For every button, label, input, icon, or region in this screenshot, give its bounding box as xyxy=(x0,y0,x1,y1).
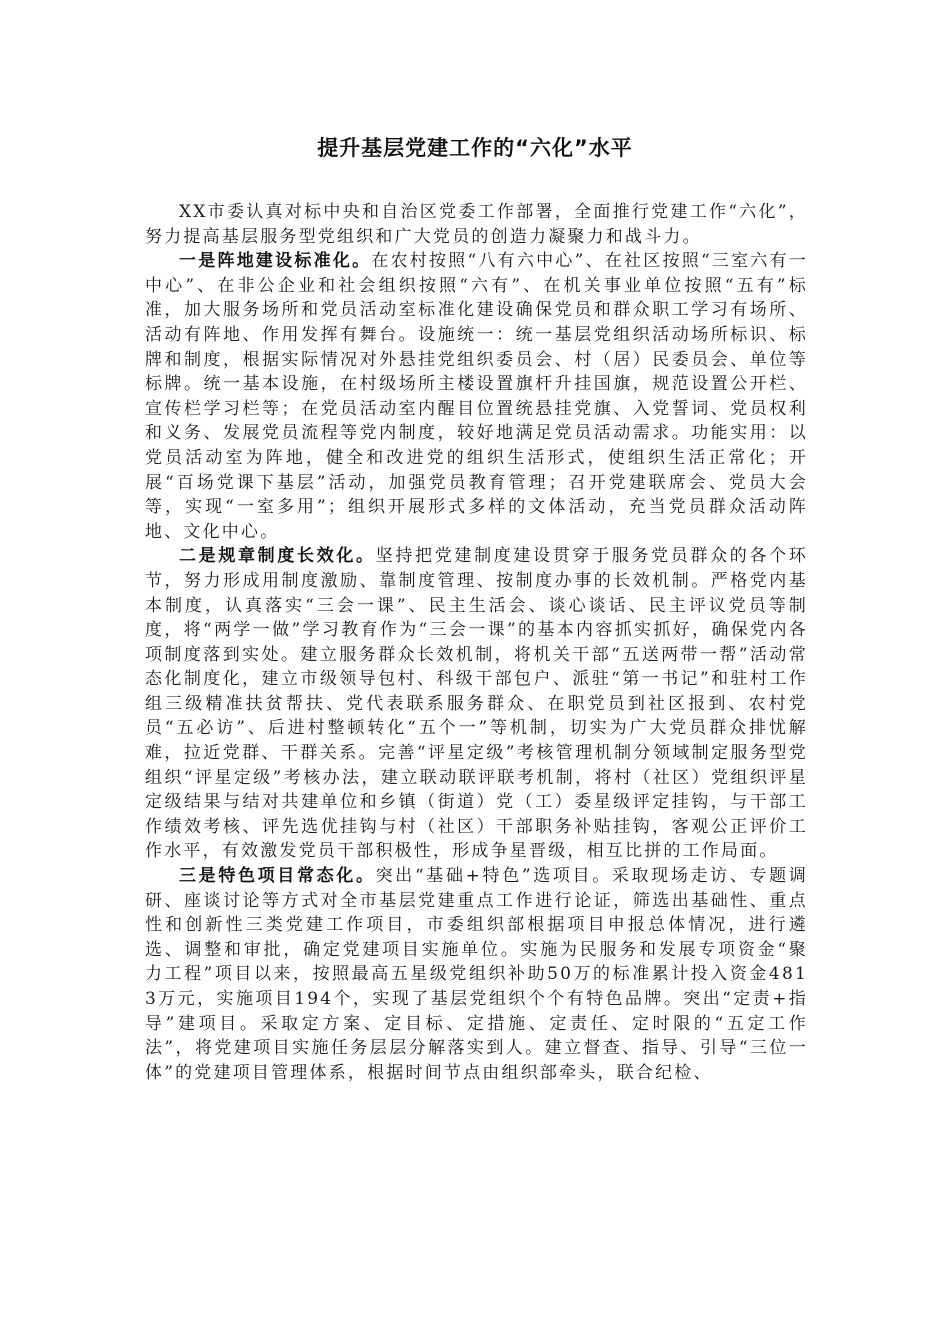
document-title: 提升基层党建工作的“六化”水平 xyxy=(317,136,633,160)
intro-paragraph xyxy=(145,200,808,249)
section-paragraph-2 xyxy=(145,544,808,864)
section-paragraph-1 xyxy=(145,249,808,544)
paragraph-text: 在农村按照“八有六中心”、在社区按照“三室六有一中心”、在非公企业和社会组织按照“六有”、在机关事业单位按照“五有”标准，加大服务场所和党员活动室标准化建设确保党员和群众职工学习有场所、活动有阵地、作用发挥有舞台。设施统一：统一基层党组织活动场所标识、标牌和制度，根据实际情况对外悬挂党组织委员会、村（居）民委员会、单位等标牌。统一基本设施，在村级场所主楼设置旗杆升挂国旗，规范设置公开栏、宣传栏学习栏等；在党员活动室内醒目位置统悬挂党旗、入党誓词、党员权利和义务、发展党员流程等党内制度，较好地满足党员活动需求。功能实用：以党员活动室为阵地，健全和改进党的组织生活形式，使组织生活正常化；开展“百场党课下基层”活动，加强党员教育管理；召开党建联席会、党员大会等，实现“一室多用”；组织开展形式多样的文体活动，充当党员群众活动阵地、文化中心。 xyxy=(145,251,808,542)
section-heading: 一是阵地建设标准化。 xyxy=(179,251,372,272)
paragraph-text: 突出“基础+特色”选项目。采取现场走访、专题调研、座谈讨论等方式对全市基层党建重点工作进行论证，筛选出基础性、重点性和创新性三类党建工作项目，市委组织部根据项目申报总体情况，进行遴选、调整和审批，确定党建项目实施单位。实施为民服务和发展专项资金“聚力工程”项目以来，按照最高五星级党组织补助50万的标准累计投入资金4813万元，实施项目194个，实现了基层党组织个个有特色品牌。突出“定责+指导”建项目。采取定方案、定目标、定措施、定责任、定时限的“五定工作法”，将党建项目实施任务层层分解落实到人。建立督查、指导、引导“三位一体”的党建项目管理体系，根据时间节点由组织部牵头，联合纪检、 xyxy=(145,866,809,1083)
document-body xyxy=(145,200,808,1085)
paragraph-text: 坚持把党建制度建设贯穿于服务党员群众的各个环节，努力形成用制度激励、靠制度管理、按制度办事的长效机制。严格党内基本制度，认真落实“三会一课”、民主生活会、谈心谈话、民主评议党员等制度，将“两学一做”学习教育作为“三会一课”的基本内容抓实抓好，确保党内各项制度落到实处。建立服务群众长效机制，将机关干部“五送两带一帮”活动常态化制度化，建立市级领导包村、科级干部包户、派驻“第一书记”和驻村工作组三级精准扶贫帮扶、党代表联系服务群众、在职党员到社区报到、农村党员“五必访”、后进村整顿转化“五个一”等机制，切实为广大党员群众排忧解难，拉近党群、干群关系。完善“评星定级”考核管理机制分领域制定服务型党组织“评星定级”考核办法，建立联动联评联考机制，将村（社区）党组织评星定级结果与结对共建单位和乡镇（街道）党（工）委星级评定挂钩，与干部工作绩效考核、评先选优挂钩与村（社区）干部职务补贴挂钩，客观公正评价工作水平，有效激发党员干部积极性，形成争星晋级，相互比拼的工作局面。 xyxy=(145,546,809,862)
section-heading: 三是特色项目常态化。 xyxy=(179,866,376,887)
section-heading: 二是规章制度长效化。 xyxy=(179,546,376,567)
section-paragraph-3 xyxy=(145,864,808,1085)
paragraph-text: XX市委认真对标中央和自治区党委工作部署，全面推行党建工作“六化”，努力提高基层服务型党组织和广大党员的创造力凝聚力和战斗力。 xyxy=(145,202,808,247)
